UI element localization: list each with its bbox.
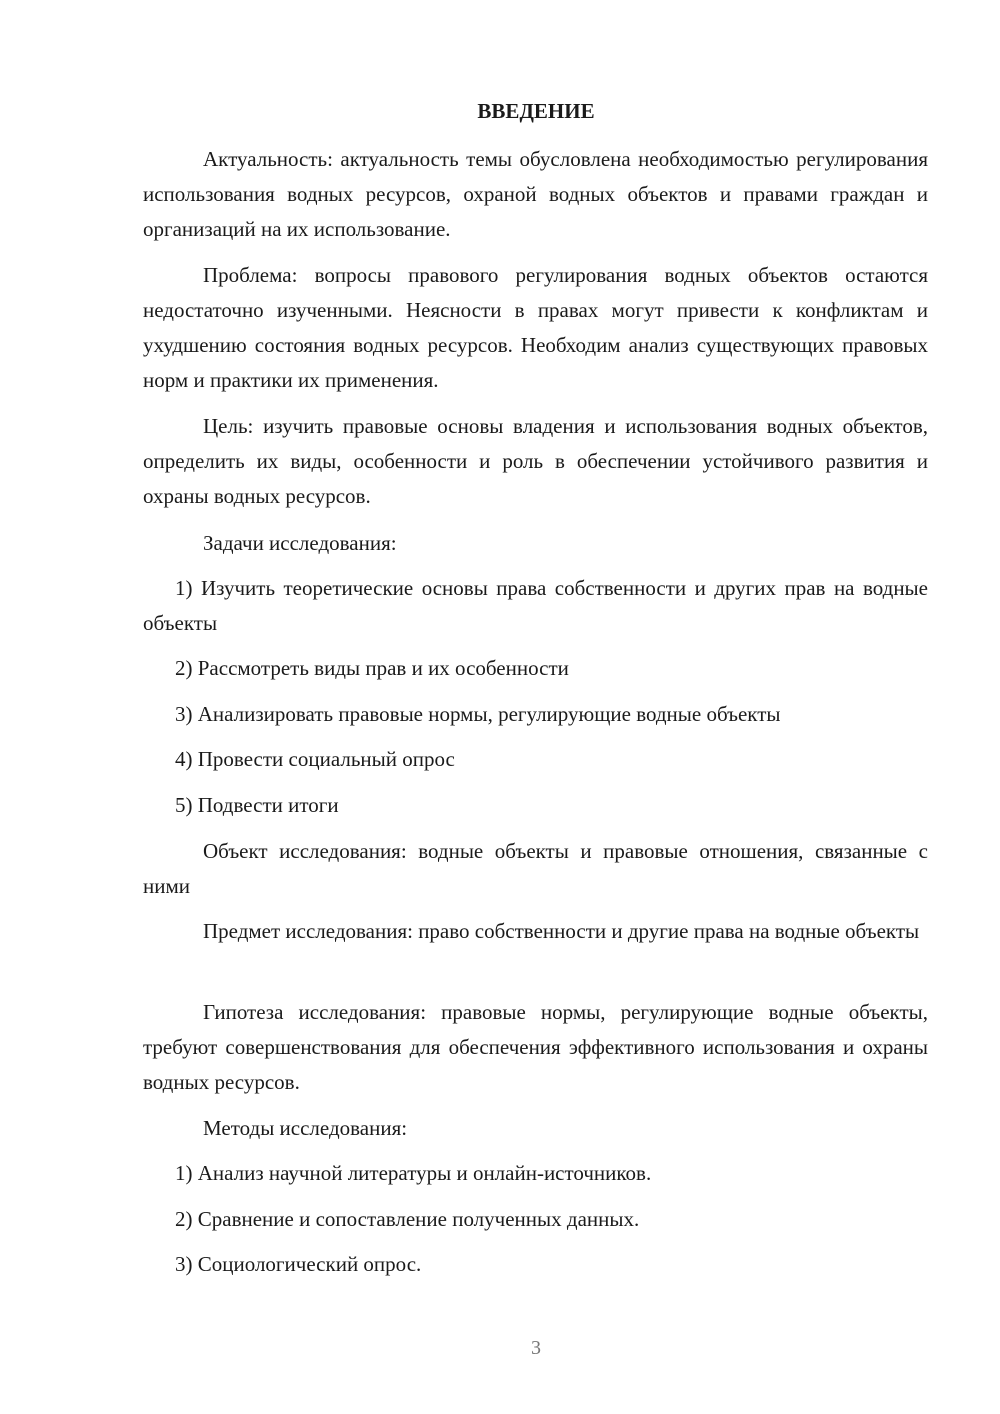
methods-heading: Методы исследования: [203,1116,408,1140]
method-item: 3) Социологический опрос. [175,1252,422,1276]
tasks-heading: Задачи исследования: [203,531,397,555]
page-number: 3 [531,1337,541,1359]
problem-paragraph: Проблема: вопросы правового регулирования водных объектов остаются недостаточно изученными. Неясности в правах могут привести к конфликтам и ухудшению состояния водных ресурсов. Необходим анализ существующих правовых норм и практики их применения. [143,263,928,392]
task-item: 1) Изучить теоретические основы права собственности и других прав на водные объекты [143,576,928,635]
goal-paragraph: Цель: изучить правовые основы владения и использования водных объектов, определить их виды, особенности и роль в обеспечении устойчивого развития и охраны водных ресурсов. [143,414,928,508]
section-title: ВВЕДЕНИЕ [477,99,595,123]
task-item: 4) Провести социальный опрос [175,747,455,771]
relevance-paragraph: Актуальность: актуальность темы обусловлена необходимостью регулирования использования водных ресурсов, охраной водных объектов и правами граждан и организаций на их использование. [143,147,928,241]
hypothesis-paragraph: Гипотеза исследования: правовые нормы, регулирующие водные объекты, требуют совершенствования для обеспечения эффективного использования и охраны водных ресурсов. [143,1000,928,1094]
object-paragraph: Объект исследования: водные объекты и правовые отношения, связанные с ними [143,839,928,898]
method-item: 1) Анализ научной литературы и онлайн-источников. [175,1161,652,1185]
method-item: 2) Сравнение и сопоставление полученных данных. [175,1207,640,1231]
task-item: 3) Анализировать правовые нормы, регулирующие водные объекты [175,702,781,726]
task-item: 5) Подвести итоги [175,793,339,817]
subject-paragraph: Предмет исследования: право собственности и другие права на водные объекты [203,919,920,943]
task-item: 2) Рассмотреть виды прав и их особенности [175,656,569,680]
